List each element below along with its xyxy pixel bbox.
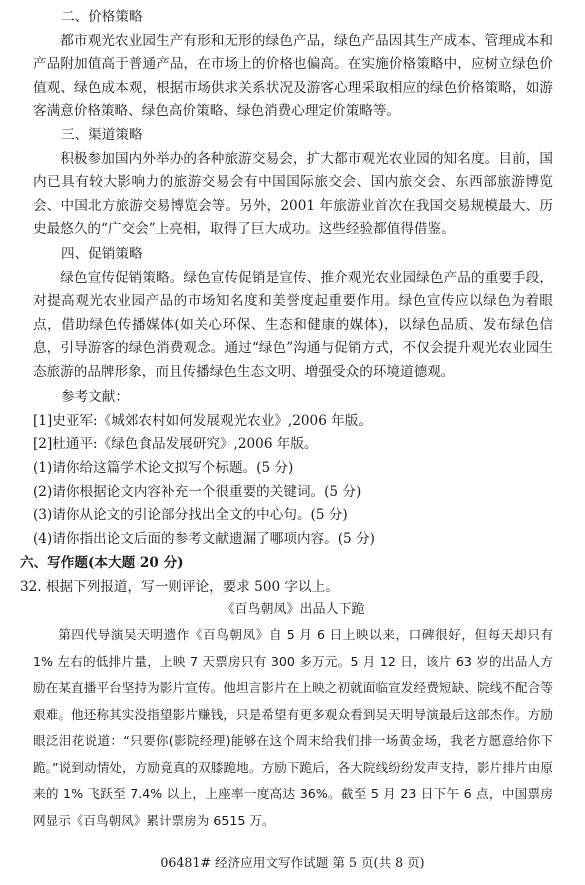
question-item: (2)请你根据论文内容补充一个很重要的关键词。(5 分) <box>33 483 362 500</box>
section-heading: 三、渠道策略 <box>61 127 143 143</box>
part6-heading: 六、写作题(本大题 20 分) <box>20 555 184 571</box>
question-32: 32. 根据下列报道，写一则评论，要求 500 字以上。 <box>20 578 339 595</box>
page-footer: 06481# 经济应用文写作试题 第 5 页(共 8 页) <box>160 855 425 870</box>
reference-item: [1]史亚军:《城郊农村如何发展观光农业》,2006 年版。 <box>33 412 372 429</box>
reference-item: [2]杜通平:《绿色食品发展研究》,2006 年版。 <box>33 436 318 453</box>
article-paragraph: 第四代导演吴天明遗作《百鸟朝凤》自 5 月 6 日上映以来，口碑很好，但每天却只有 1% 左右的低排片量，上映 7 天票房只有 300 多万元。5 月 12 日，该片 63 岁的出品人方励在某直播平台坚持为影片宣传。他坦言影片在上映之初就面临宣发经费短缺、院线不配合等艰难。他还称其实没指望影片赚钱，只是希望有更多观众看到吴天明导演最后这部杰作。方励眼泛泪花说道：“只要你(影院经理)能够在这个周末给我们排一场黄金场，我老方愿意给你下跪。”说到动情处，方励竟真的双膝跪地。方励下跪后，各大院线纷纷发声支持，影片排片由原来的 1% 飞跃至 7.4% 以上，上座率一度高达 36%。截至 5 月 23 日下午 6 点，中国票房网显示《百鸟朝凤》累计票房为 6515 万。 <box>33 627 553 828</box>
section-paragraph: 都市观光农业园生产有形和无形的绿色产品，绿色产品因其生产成本、管理成本和产品附加值高于普通产品，在市场上的价格也偏高。在实施价格策略中，应树立绿色价值观、绿色成本观，根据市场供求关系状况及游客心理采取相应的绿色价格策略，如游客满意价格策略、绿色高价策略、绿色消费心理定价策略等。 <box>33 32 553 120</box>
references <box>33 386 553 457</box>
references-heading: 参考文献： <box>61 389 129 405</box>
section-heading: 二、价格策略 <box>61 9 143 25</box>
question-item: (1)请你给这篇学术论文拟写个标题。(5 分) <box>33 460 294 476</box>
news-article <box>33 598 553 834</box>
section-paragraph: 绿色宣传促销策略。绿色宣传促销是宣传、推介观光农业园绿色产品的重要手段，对提高观光农业园产品的市场知名度和美誉度起重要作用。绿色宣传应以绿色为着眼点，借助绿色传播媒体(如关心环保、生态和健康的媒体)，以绿色品质、发布绿色信息，引导游客的绿色消费观念。通过“绿色”沟通与促销方式，不仅会提升观光农业园生态旅游的品牌形象，而且传播绿色生态文明、增强受众的环境道德观。 <box>33 269 553 380</box>
question-item: (4)请你指出论文后面的参考文献遗漏了哪项内容。(5 分) <box>33 530 375 547</box>
question-list <box>33 457 553 551</box>
part6-heading-block <box>20 552 553 599</box>
section-channel <box>33 124 553 242</box>
section-heading: 四、促销策略 <box>61 246 143 262</box>
section-price <box>33 6 553 124</box>
article-title: 《百鸟朝凤》出品人下跪 <box>221 602 365 617</box>
question-item: (3)请你从论文的引论部分找出全文的中心句。(5 分) <box>33 507 348 524</box>
section-promo <box>33 243 553 385</box>
section-paragraph: 积极参加国内外举办的各种旅游交易会，扩大都市观光农业园的知名度。目前，国内已具有较大影响力的旅游交易会有中国国际旅交会、国内旅交会、东西部旅游博览会、中国北方旅游交易博览会等。另外，2001 年旅游业首次在我国交易规模最大、历史最悠久的“广交会”上亮相，取得了巨大成功。这些经验都值得借鉴。 <box>33 150 553 238</box>
